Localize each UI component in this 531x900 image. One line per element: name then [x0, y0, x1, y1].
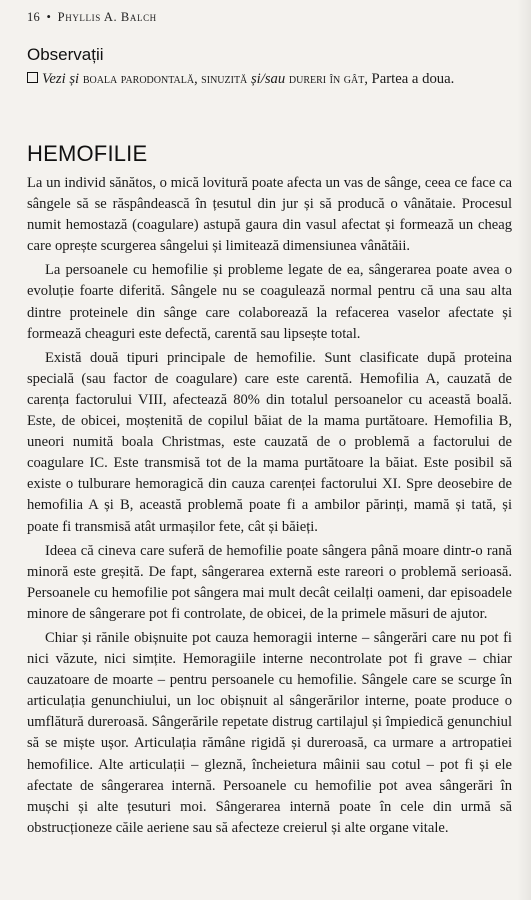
see-and-or: și/sau: [250, 71, 286, 87]
paragraph: La un individ sănătos, o mică lovitură poate afecta un vas de sânge, ceea ce face ca sângele să se răspândească în țesutul din jur și să producă o vânătaie. Procesul numit hemostază (coagulare) astupă gaura din vasul afectat și formează un cheag care oprește scurgerea sângelui și limitează dimensiunea vânătăii.: [27, 175, 512, 255]
paragraph: Există două tipuri principale de hemofilie. Sunt clasificate după proteina specială (sau factor de coagulare) care este carentă. Hemofilia A, cauzată de carența factorului VIII, afectează 80% din totalul persoanelor cu această boală. Este, de obicei, moștenită de copilul băiat de la mama purtătoare. Hemofilia B, uneori numită boala Christmas, este cauzată de o problemă a factorului de coagulare IC. Este transmisă tot de la mama purtătoare la băiat. Este posibil să existe o tulburare hemoragică din cauza carenței factorului XI. Spre deosebire de hemofilia A și B, această problemă poate fi a ambilor părinți, mamă și tată, și poate fi transmisă atât urmașilor fete, cât și băieți.: [27, 349, 512, 535]
see-part: Partea a doua.: [371, 71, 455, 87]
page-number: 16: [27, 10, 41, 24]
section-body: [27, 173, 512, 842]
running-header: [27, 10, 157, 25]
paragraph: La persoanele cu hemofilie și probleme legate de ea, sângerarea poate avea o evoluție foarte diferită. Sângele nu se coagulează normal pentru că una sau alta dintre proteinele din sânge care colaborează la refacerea vaselor afectate și formează cheaguri este defectă, carentă sau lipsește total.: [27, 262, 512, 342]
see-prefix: Vezi și: [42, 71, 80, 87]
see-also-note: [27, 69, 512, 90]
paragraph: Chiar și rănile obișnuite pot cauza hemoragii interne – sângerări care nu pot fi nici văzute, nici simțite. Hemoragiile interne necontrolate pot fi grave – chiar cauzatoare de moarte – pentru persoanele cu hemofilie. Sângele care se scurge în articulația genunchiului, un loc obișnuit al sângerărilor interne, poate produce o umflătură dureroasă. Sângerările repetate distrug cartilajul și împiedică genunchiul să se miște ușor. Articulația rămâne rigidă și dureroasă, ca urmare a artropatiei hemofilice. Alte articulații – gleznă, încheietura mâinii sau cotul – pot fi și ele afectate de sângerarea internă. Persoanele cu hemofilie pot avea sângerări în mușchi și alte țesuturi moi. Sângerarea internă poate în cele din urmă să obstrucționeze căile aeriene sau să afecteze creierul și alte organe vitale.: [27, 629, 512, 836]
header-author: Phyllis A. Balch: [57, 10, 157, 24]
see-topic-last: dureri în gât,: [288, 71, 368, 87]
page-edge-shadow: [517, 0, 531, 900]
observatii-heading: Observații: [27, 45, 104, 64]
header-separator: •: [46, 10, 52, 24]
paragraph: Ideea că cineva care suferă de hemofilie poate sângera până moare dintr-o rană minoră este greșită. De fapt, sângerarea externă este rareori o problemă serioasă. Persoanele cu hemofilie pot sângera mai mult decât ceilalți oameni, dar episoadele minore de sângerare pot fi controlate, de obicei, de la primele măsuri de ajutor.: [27, 542, 512, 622]
checkbox-bullet-icon: [27, 72, 38, 83]
section-title: HEMOFILIE: [27, 141, 148, 166]
see-topics: boala parodontală, sinuzită: [82, 71, 248, 87]
